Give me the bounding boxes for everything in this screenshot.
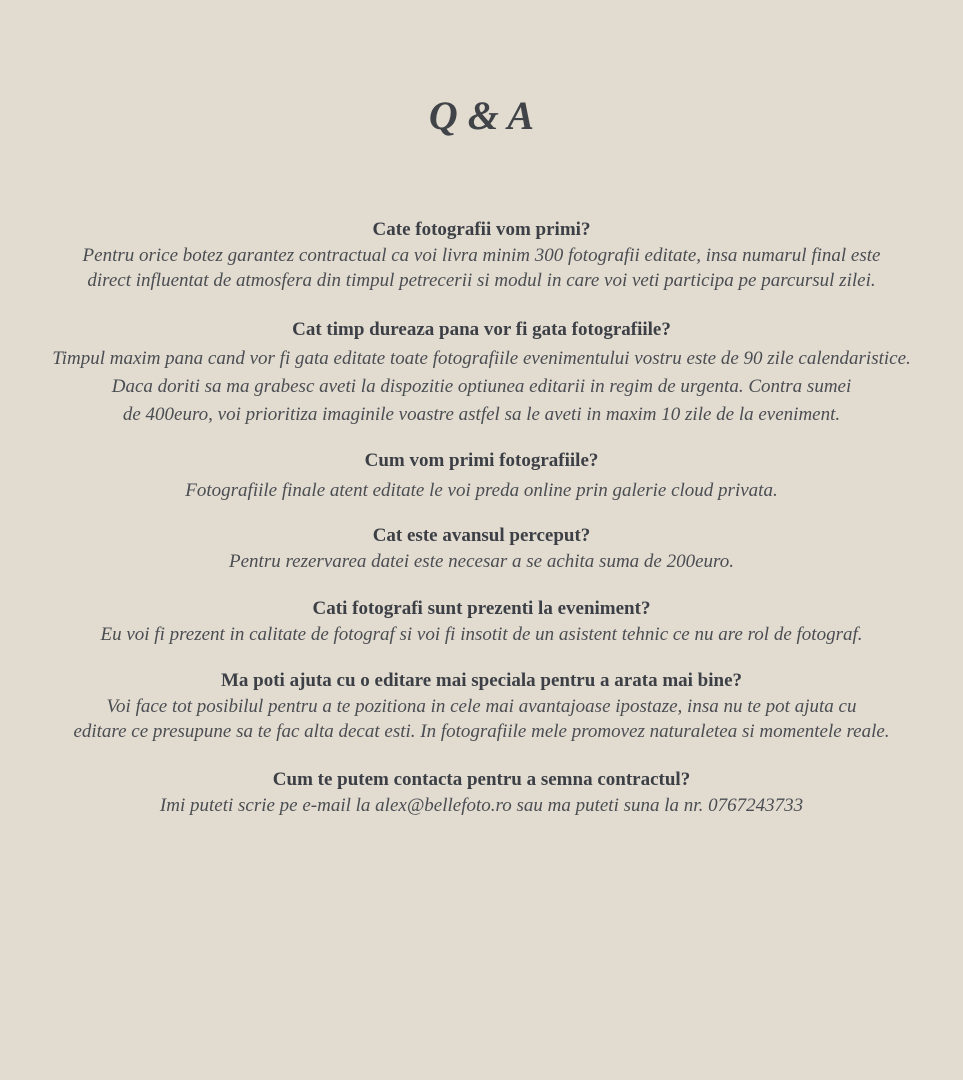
faq-question: Cati fotografi sunt prezenti la eveniment? [312, 598, 651, 619]
faq-question: Cum vom primi fotografiile? [364, 450, 599, 471]
faq-question: Cat este avansul perceput? [372, 525, 591, 546]
faq-item [0, 523, 963, 575]
faq-question: Cate fotografii vom primi? [372, 219, 591, 240]
faq-answer-line: editare ce presupune sa te fac alta decat esti. In fotografiile mele promovez naturaletea si momentele reale. [73, 721, 890, 742]
faq-answer [0, 694, 963, 744]
faq-answer-line: de 400euro, voi prioritiza imaginile voastre astfel sa le aveti in maxim 10 zile de la eveniment. [122, 404, 841, 425]
faq-question: Ma poti ajuta cu o editare mai speciala pentru a arata mai bine? [220, 670, 743, 691]
faq-question: Cat timp dureaza pana vor fi gata fotografiile? [292, 319, 671, 340]
faq-answer [0, 793, 963, 819]
page-title: Q & A [428, 93, 535, 138]
faq-answer-line: Fotografiile finale atent editate le voi preda online prin galerie cloud privata. [185, 480, 778, 501]
faq-answer-line: Imi puteti scrie pe e-mail la alex@bellefoto.ro sau ma puteti suna la nr. 0767243733 [159, 795, 804, 816]
faq-answer [0, 622, 963, 648]
faq-answer [0, 243, 963, 293]
faq-answer [0, 478, 963, 504]
faq-answer-line: Eu voi fi prezent in calitate de fotograf si voi fi insotit de un asistent tehnic ce nu are rol de fotograf. [100, 624, 863, 645]
faq-item [0, 668, 963, 744]
faq-item [0, 448, 963, 504]
faq-answer-line: Pentru orice botez garantez contractual ca voi livra minim 300 fotografii editate, insa numarul final este [82, 245, 881, 266]
faq-item [0, 317, 963, 429]
faq-answer-line: Pentru rezervarea datei este necesar a se achita suma de 200euro. [229, 551, 734, 572]
faq-answer-line: Daca doriti sa ma grabesc aveti la dispozitie optiunea editarii in regim de urgenta. Contra sumei [111, 376, 852, 397]
faq-answer-line: direct influentat de atmosfera din timpul petrecerii si modul in care voi veti participa pe parcursul zilei. [87, 270, 876, 291]
faq-item [0, 596, 963, 648]
faq-question: Cum te putem contacta pentru a semna contractul? [272, 769, 691, 790]
faq-item [0, 217, 963, 293]
faq-answer [0, 549, 963, 575]
faq-answer-line: Voi face tot posibilul pentru a te pozitiona in cele mai avantajoase ipostaze, insa nu te pot ajuta cu [106, 696, 857, 717]
faq-answer-line: Timpul maxim pana cand vor fi gata editate toate fotografiile evenimentului vostru este de 90 zile calendaristice. [52, 348, 911, 369]
faq-item [0, 767, 963, 819]
faq-answer [0, 345, 963, 429]
